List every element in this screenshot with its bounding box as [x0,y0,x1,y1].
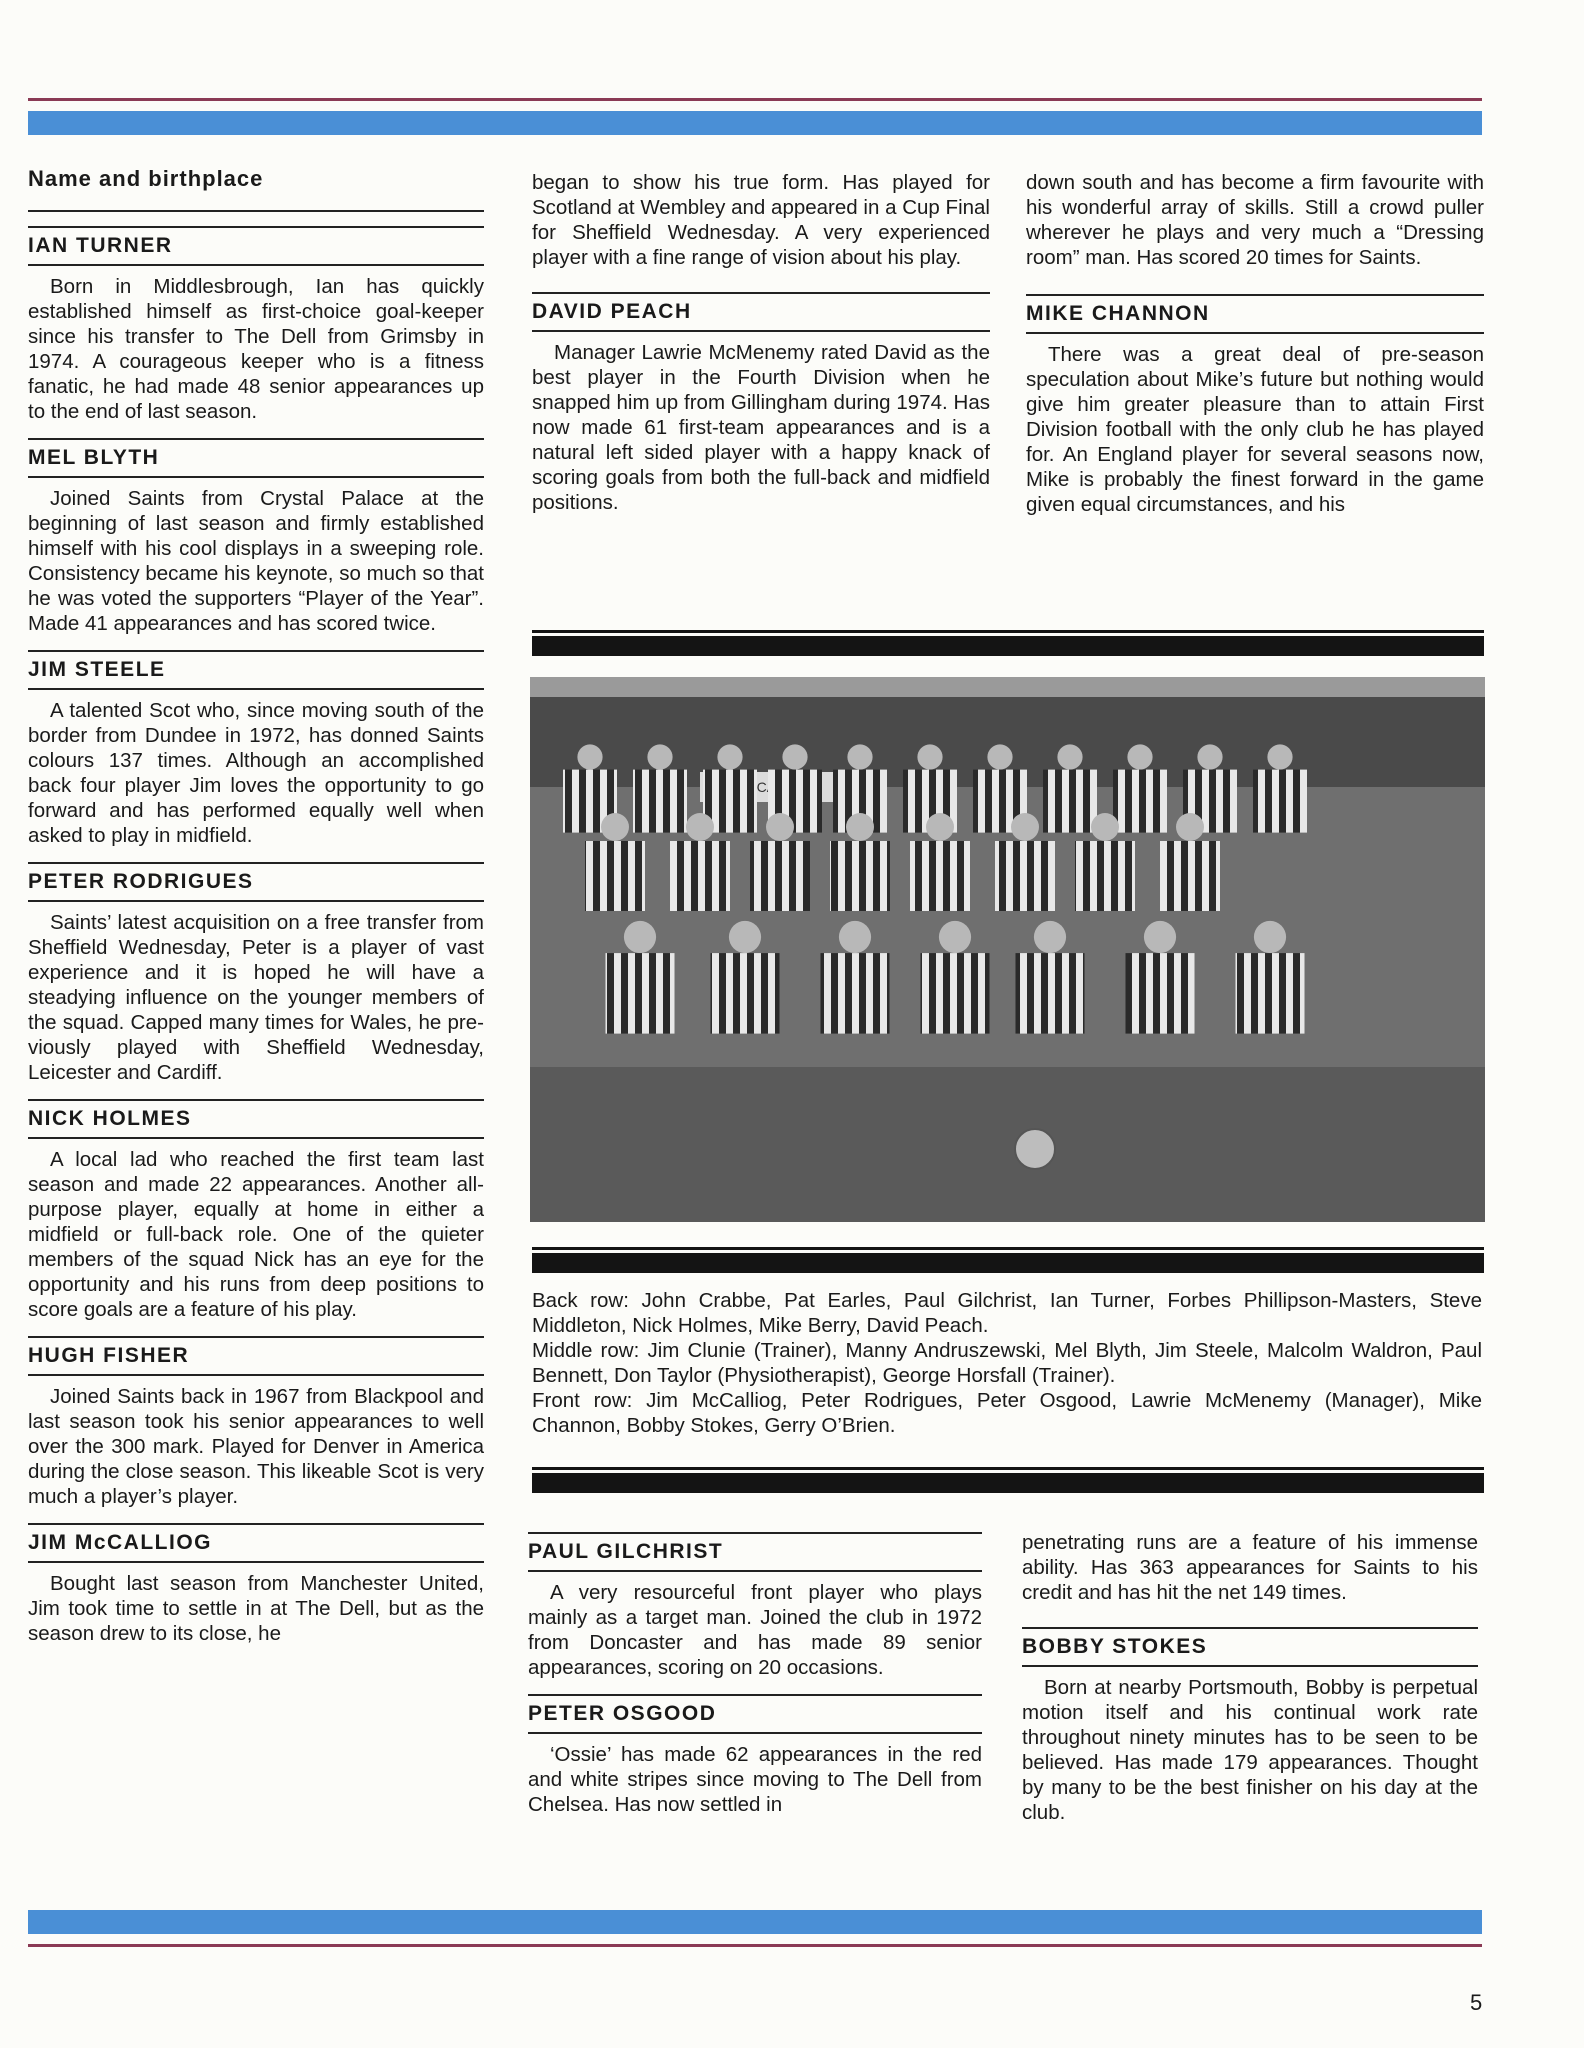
player-bio: Joined Saints back in 1967 from Blackpool and last season took his senior appearances to well over the 300 mark. Played for Denver in America during the close season. This likeable Scot is very much a player’s player. [28,1385,484,1508]
player-section [1022,1627,1478,1825]
player-name: JIM McCALLIOG [28,1523,484,1563]
player-name: MIKE CHANNON [1026,294,1484,334]
player-bio: ‘Ossie’ has made 62 appearances in the red and white stripes since moving to The Dell from Chelsea. Has now settled in [528,1743,982,1816]
football [1015,1129,1055,1169]
caption-front-row: Front row: Jim McCalliog, Peter Rodrigues, Peter Osgood, Lawrie McMenemy (Manager), Mike Channon, Bobby Stokes, Gerry O’Brien. [532,1389,1482,1437]
photo-caption [532,1288,1482,1438]
caption-back-row: Back row: John Crabbe, Pat Earles, Paul Gilchrist, Ian Turner, Forbes Phillipson-Masters, Steve Middleton, Nick Holmes, Mike Berry, David Peach. [532,1289,1482,1337]
player-bio: Bought last season from Manchester United, Jim took time to settle in at The Dell, but as the season drew to its close, he [28,1572,484,1645]
player-section [1026,294,1484,517]
player-bio: There was a great deal of pre-season speculation about Mike’s future but nothing would give him greater pleasure than to attain First Division football with the only club he has played for. An England player for several seasons now, Mike is probably the finest forward in the game given equal circumstances, and his [1026,343,1484,516]
player-bio: Joined Saints from Crystal Palace at the beginning of last season and firmly established himself with his cool displays in a sweeping role. Consistency became his keynote, so much so that he was voted the supporters “Player of the Year”. Made 41 appearances and has scored twice. [28,487,484,635]
player-bio: Manager Lawrie McMenemy rated David as the best player in the Fourth Division when he snapped him up from Gillingham during 1974. Has now made 61 first-team appearances and is a natural left sided player with a happy knack of scoring goals from both the full-back and midfield positions. [532,341,990,514]
intro-heading: Name and birthplace [28,166,264,191]
player-section [28,438,484,636]
player-section [528,1532,982,1680]
continued-text: penetrating runs are a feature of his immense ability. Has 363 appearances for Saints to his credit and has hit the net 149 times. [1022,1531,1478,1604]
player-bio: A talented Scot who, since moving south of the border from Dundee in 1972, has donned Saints colours 137 times. Although an accomplished back four player Jim loves the opportunity to go forward and has performed equally well when asked to play in midfield. [28,699,484,847]
page-number: 5 [1470,1990,1483,2015]
player-name: JIM STEELE [28,650,484,690]
caption-bottom-bar [532,1470,1484,1493]
column-2-top [532,170,990,521]
player-name: NICK HOLMES [28,1099,484,1139]
player-section [28,1523,484,1646]
column-1 [28,164,484,1652]
player-section [28,1099,484,1322]
player-bio: Saints’ latest acquisition on a free transfer from Sheffield Wednesday, Peter is a player of vast experience and it is hoped he will have a steadying influence on the younger members of the squad. Capped many times for Wales, he pre-viously played with Sheffield Wednesday, Leicester and Cardiff. [28,911,484,1084]
player-name: MEL BLYTH [28,438,484,478]
column-2-top-sections [532,292,990,515]
player-bio: Born in Middlesbrough, Ian has quickly established himself as first-choice goal-keeper since his transfer to The Dell from Grimsby in 1974. A courageous keeper who is a fitness fanatic, he had made 48 senior appearances up to the end of last season. [28,275,484,423]
player-name: BOBBY STOKES [1022,1627,1478,1667]
player-section [28,650,484,848]
column-1-sections [28,226,484,1646]
column-2-bottom-sections [528,1532,982,1817]
team-photo-illustration [530,677,1485,1222]
column-3-top-sections [1026,294,1484,517]
top-rule [28,98,1482,101]
player-bio: A local lad who reached the first team last season and made 22 appearances. Another all-purpose player, equally at home in either a midfield or full-back role. One of the quieter members of the squad Nick has an eye for the opportunity and his runs from deep positions to score goals are a feature of his play. [28,1148,484,1321]
continued-text: down south and has become a firm favourite with his wonderful array of skills. Still a crowd puller wherever he plays and very much a “Dressing room” man. Has scored 20 times for Saints. [1026,171,1484,269]
team-photo [530,677,1485,1222]
column-2-bottom [528,1532,982,1823]
photo-top-bar [532,633,1484,656]
column-3-top [1026,170,1484,523]
player-section [528,1694,982,1817]
bottom-blue-band [28,1910,1482,1934]
column-3-bottom [1022,1530,1478,1831]
top-blue-band [28,111,1482,135]
player-section [28,1336,484,1509]
player-name: PAUL GILCHRIST [528,1532,982,1572]
player-name: PETER OSGOOD [528,1694,982,1734]
column-3-bottom-sections [1022,1627,1478,1825]
player-name: IAN TURNER [28,226,484,266]
player-name: PETER RODRIGUES [28,862,484,902]
player-bio: A very resourceful front player who plays mainly as a target man. Joined the club in 1972 from Doncaster and has made 89 senior appearances, scoring on 20 occasions. [528,1581,982,1679]
player-name: HUGH FISHER [28,1336,484,1376]
caption-middle-row: Middle row: Jim Clunie (Trainer), Manny Andruszewski, Mel Blyth, Jim Steele, Malcolm Waldron, Paul Bennett, Don Taylor (Physiotherapist), George Horsfall (Trainer). [532,1339,1482,1387]
player-name: DAVID PEACH [532,292,990,332]
divider [28,210,484,212]
player-section [28,862,484,1085]
continued-text: began to show his true form. Has played for Scotland at Wembley and appeared in a Cup Final for Sheffield Wednesday. A very experienced player with a fine range of vision about his play. [532,171,990,269]
photo-bottom-bar [532,1250,1484,1273]
player-bio: Born at nearby Portsmouth, Bobby is perpetual motion itself and his continual work rate throughout ninety minutes has to be seen to be believed. Has made 179 appearances. Thought by many to be the best finisher on his day at the club. [1022,1676,1478,1824]
player-section [532,292,990,515]
player-section [28,226,484,424]
bottom-rule [28,1944,1482,1947]
